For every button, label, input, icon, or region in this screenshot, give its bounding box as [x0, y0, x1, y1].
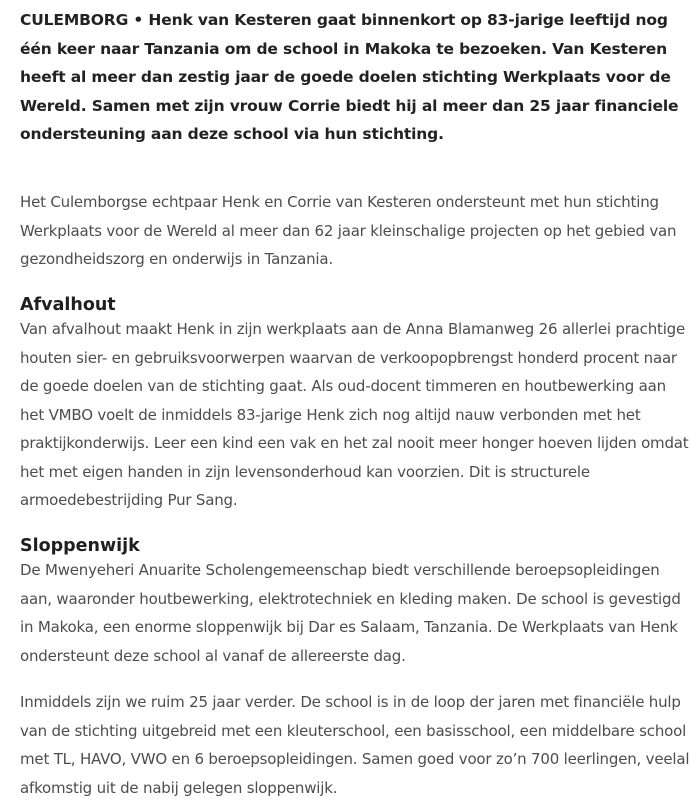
section-heading-afvalhout: Afvalhout [20, 295, 116, 315]
article-lead: CULEMBORG • Henk van Kesteren gaat binnenkort op 83-jarige leeftijd nog één keer naar Tanzania om de school in Makoka te bezoeken. Van Kesteren heeft al meer dan zestig jaar de goede doelen stichting Werkplaats voor de Wereld. Samen met zijn vrouw Corrie biedt hij al meer dan 25 jaar financiele ondersteuning aan deze school via hun stichting. [20, 11, 679, 143]
intro-paragraph: Het Culemborgse echtpaar Henk en Corrie van Kesteren ondersteunt met hun stichting Werkplaats voor de Wereld al meer dan 62 jaar kleinschalige projecten op het gebied van gezondheidszorg en onderwijs in Tanzania. [20, 193, 677, 268]
sloppenwijk-paragraph: De Mwenyeheri Anuarite Scholengemeenschap biedt verschillende beroepsopleidingen aan, waaronder houtbewerking, elektrotechniek en kleding maken. De school is gevestigd in Makoka, een enorme sloppenwijk bij Dar es Salaam, Tanzania. De Werkplaats van Henk ondersteunt deze school al vanaf de allereerste dag. [20, 561, 681, 665]
school-growth-paragraph: Inmiddels zijn we ruim 25 jaar verder. De school is in de loop der jaren met financiële hulp van de stichting uitgebreid met een kleuterschool, een basisschool, een middelbare school met TL, HAVO, VWO en 6 beroepsopleidingen. Samen goed voor zo’n 700 leerlingen, veelal afkomstig uit de nabij gelegen sloppenwijk. [20, 693, 690, 797]
afvalhout-paragraph: Van afvalhout maakt Henk in zijn werkplaats aan de Anna Blamanweg 26 allerlei prachtige houten sier- en gebruiksvoorwerpen waarvan de verkoopopbrengst honderd procent naar de goede doelen van de stichting gaat. Als oud-docent timmeren en houtbewerking aan het VMBO voelt de inmiddels 83-jarige Henk zich nog altijd nauw verbonden met het praktijkonderwijs. Leer een kind een vak en het zal nooit meer honger hoeven lijden omdat het met eigen handen in zijn levensonderhoud kan voorzien. Dit is structurele armoedebestrijding Pur Sang. [20, 320, 689, 509]
section-heading-sloppenwijk: Sloppenwijk [20, 536, 140, 556]
